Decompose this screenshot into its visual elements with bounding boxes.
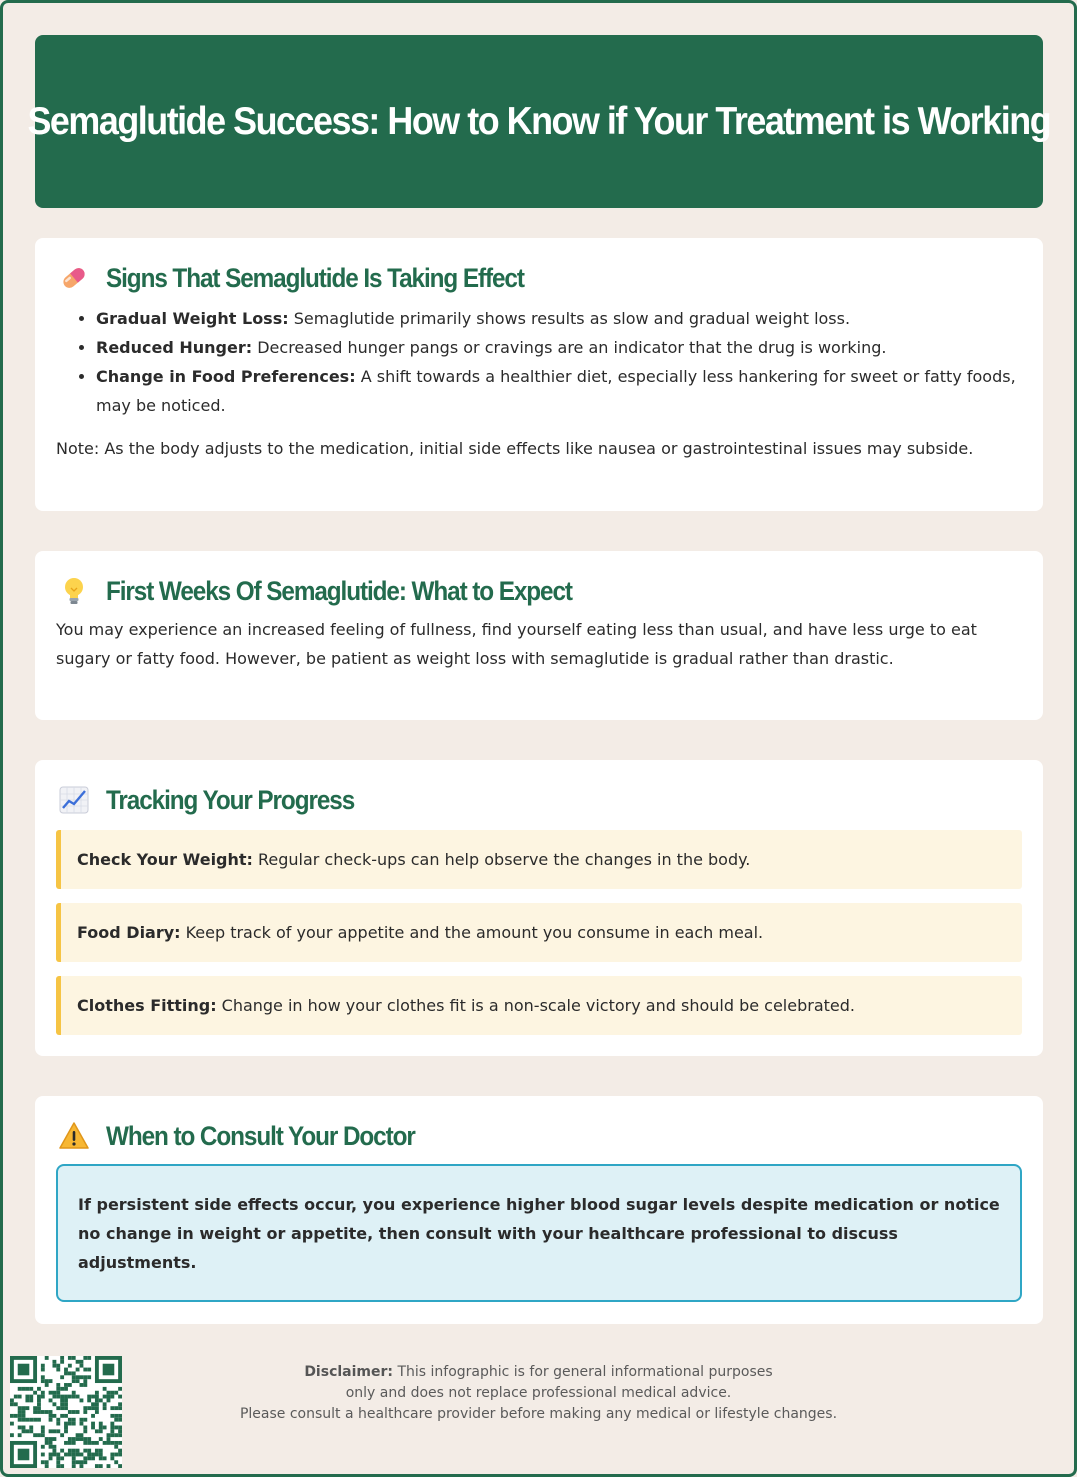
pill-icon: [56, 260, 92, 296]
footer-disclaimer: Disclaimer: This infographic is for general informational purposes only and does not replace professional medical advice. Please consult a healthcare provider before making any medical or lifestyle changes.: [239, 1364, 838, 1422]
doctor-alert: If persistent side effects occur, you experience higher blood sugar levels despite medication or notice no change in weight or appetite, then consult with your healthcare professional to discuss adjustments.: [56, 1164, 1022, 1302]
list-item: • Reduced Hunger: Decreased hunger pangs or cravings are an indicator that the drug is working.: [96, 333, 1022, 362]
signs-note: Note: As the body adjusts to the medication, initial side effects like nausea or gastrointestinal issues may subside.: [56, 439, 974, 458]
tip-clothes-fitting: Clothes Fitting: Change in how your clothes fit is a non-scale victory and should be celebrated.: [56, 976, 1022, 1035]
signs-list: [56, 304, 1022, 420]
warning-icon: [56, 1118, 92, 1154]
tracking-title: Tracking Your Progress: [106, 784, 355, 815]
tip-check-weight: Check Your Weight: Regular check-ups can help observe the changes in the body.: [56, 830, 1022, 889]
page-title: Semaglutide Success: How to Know if Your Treatment is Working: [27, 99, 1051, 143]
first-weeks-text: You may experience an increased feeling of fullness, find yourself eating less than usual, and have less urge to eat sugary or fatty food. However, be patient as weight loss with semaglutide is gradual rather than drastic.: [56, 620, 977, 668]
tracking-card: [35, 760, 1043, 1056]
disclaimer-label: Disclaimer:: [304, 1364, 393, 1380]
list-item: • Gradual Weight Loss: Semaglutide primarily shows results as slow and gradual weight loss.: [96, 304, 1022, 333]
doctor-title: When to Consult Your Doctor: [106, 1120, 415, 1151]
first-weeks-title: First Weeks Of Semaglutide: What to Expect: [106, 575, 572, 606]
header-banner: [27, 35, 1051, 208]
chart-increasing-icon: [56, 782, 92, 818]
first-weeks-card: [35, 551, 1043, 720]
signs-title: Signs That Semaglutide Is Taking Effect: [106, 262, 524, 293]
lightbulb-icon: [56, 573, 92, 609]
list-item: • Change in Food Preferences: A shift towards a healthier diet, especially less hankering for sweet or fatty foods, may be noticed.: [96, 362, 1022, 420]
signs-card: [35, 238, 1043, 511]
tip-food-diary: Food Diary: Keep track of your appetite and the amount you consume in each meal.: [56, 903, 1022, 962]
doctor-card: [35, 1096, 1043, 1324]
